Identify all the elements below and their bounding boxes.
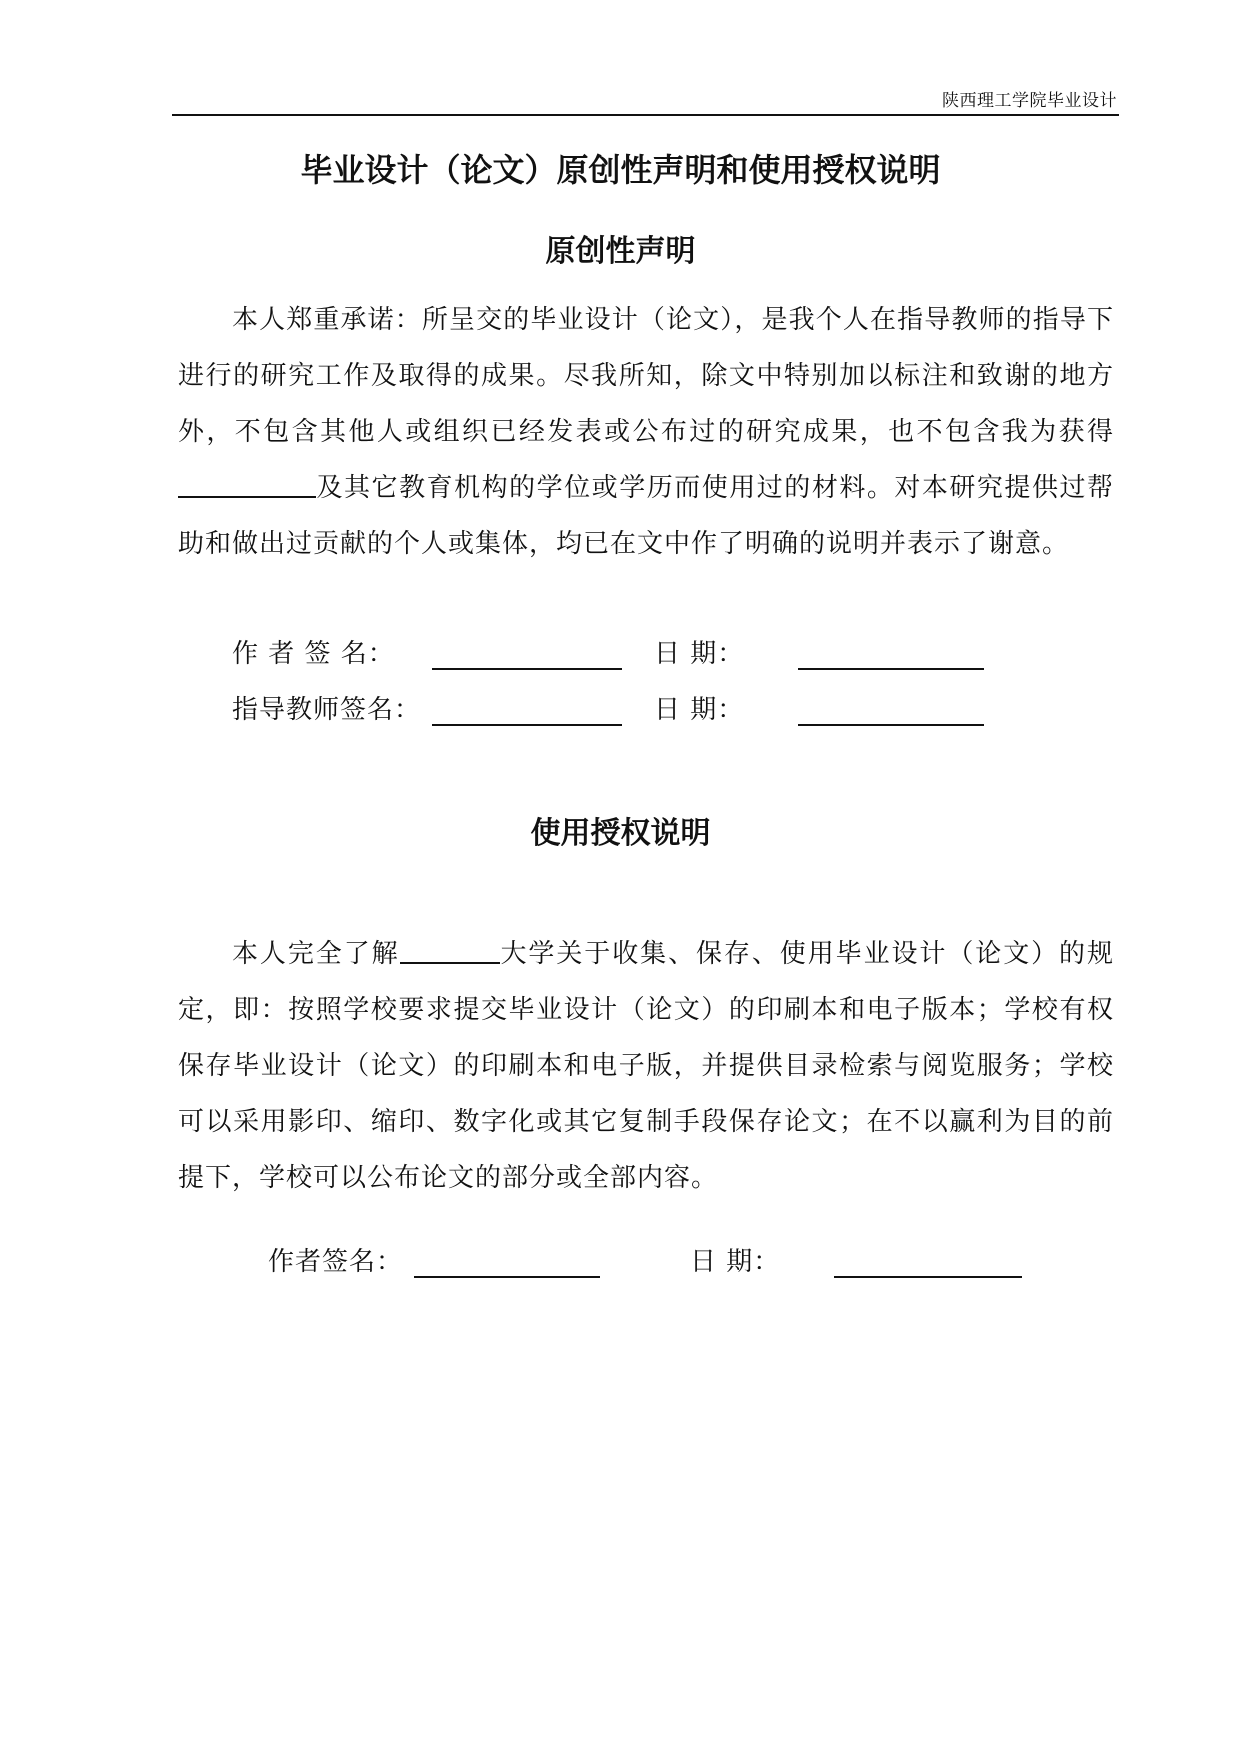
authorization-heading: 使用授权说明 [530,816,711,851]
authorization-date-label: 日 期： [690,1247,781,1277]
authorization-sign-line[interactable] [414,1276,600,1278]
advisor-sign-label: 指导教师签名： [232,695,422,725]
authorization-signature-row [0,1242,1241,1282]
originality-text-part2: 及其它教育机构的学位或学历而使用过的材料。对本研究提供过帮助和做出过贡献的个人或集体，均已在文中作了明确的说明并表示了谢意。 [178,473,1114,559]
author-sign-line[interactable] [432,668,622,670]
degree-blank[interactable] [178,468,316,498]
authorization-text-part2: 大学关于收集、保存、使用毕业设计（论文）的规定，即：按照学校要求提交毕业设计（论文）的印刷本和电子版本；学校有权保存毕业设计（论文）的印刷本和电子版，并提供目录检索与阅览服务；学校可以采用影印、缩印、数字化或其它复制手段保存论文；在不以赢利为目的前提下，学校可以公布论文的部分或全部内容。 [178,939,1114,1193]
author-date-label: 日 期： [654,639,745,669]
originality-heading: 原创性声明 [545,234,696,269]
document-title: 毕业设计（论文）原创性声明和使用授权说明 [300,151,941,189]
header-rule [172,114,1119,116]
authorization-text-part1: 本人完全了解 [232,939,400,969]
university-blank[interactable] [400,934,500,964]
advisor-date-label: 日 期： [654,695,745,725]
authorization-paragraph [178,926,1114,1206]
advisor-date-line[interactable] [798,724,984,726]
author-signature-row [0,634,1241,674]
author-date-line[interactable] [798,668,984,670]
advisor-sign-line[interactable] [432,724,622,726]
authorization-date-line[interactable] [834,1276,1022,1278]
advisor-signature-row [0,690,1241,730]
running-header: 陕西理工学院毕业设计 [942,91,1117,111]
originality-text-part1: 本人郑重承诺：所呈交的毕业设计（论文），是我个人在指导教师的指导下进行的研究工作及取得的成果。尽我所知，除文中特别加以标注和致谢的地方外，不包含其他人或组织已经发表或公布过的研究成果，也不包含我为获得 [178,305,1114,447]
author-sign-label: 作 者 签 名： [232,639,395,669]
authorization-sign-label: 作者签名： [268,1247,404,1277]
originality-paragraph [178,292,1114,572]
